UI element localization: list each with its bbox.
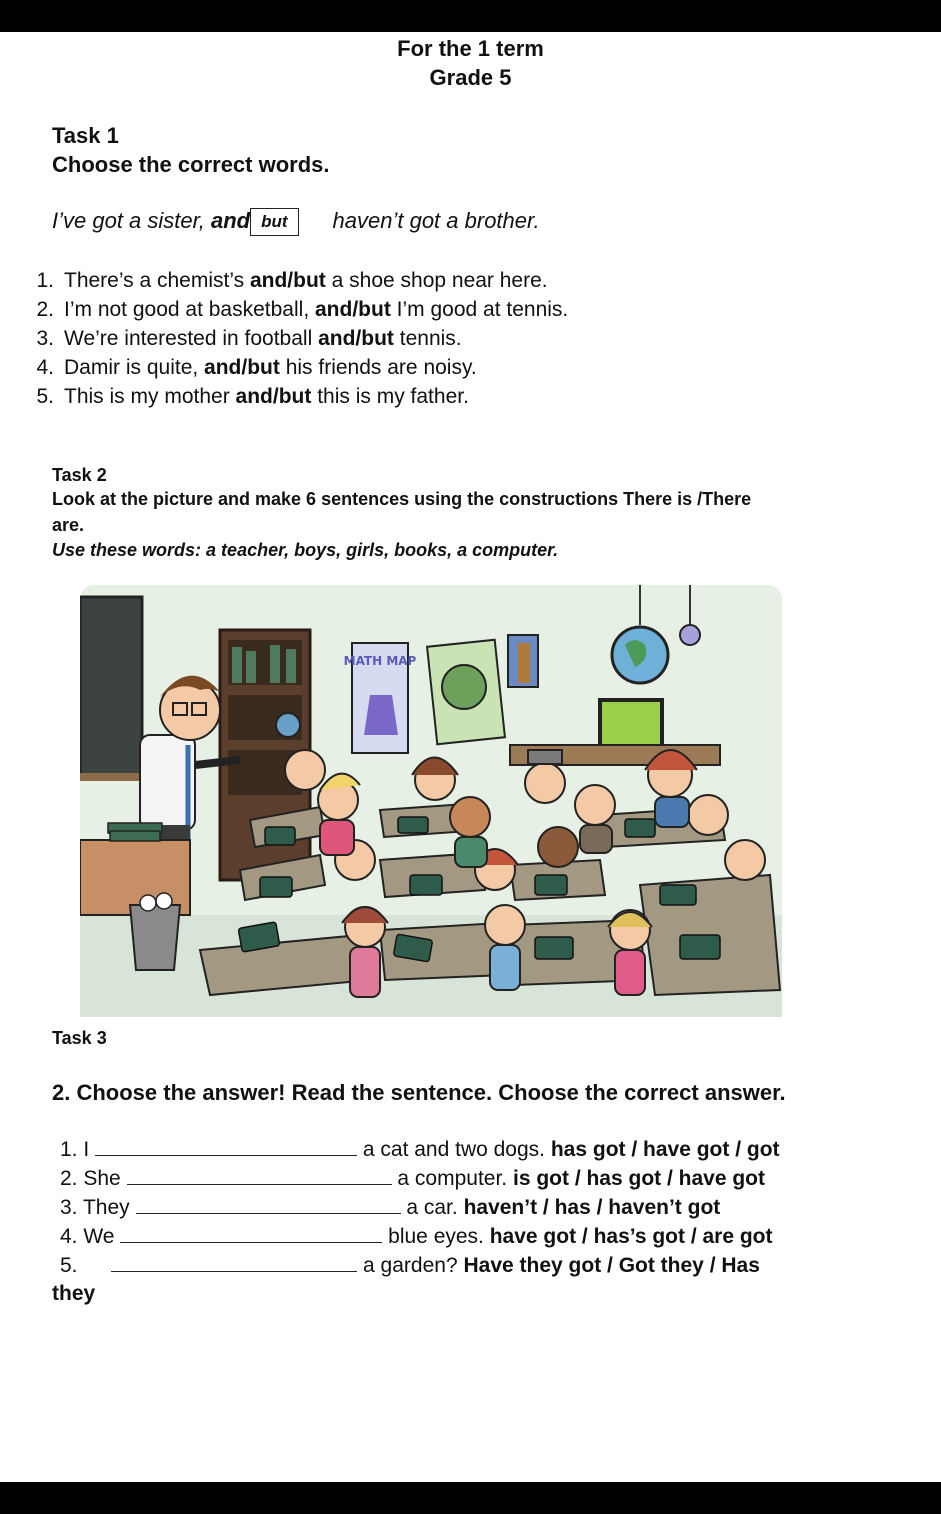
task1-title: Task 1 [52,123,119,148]
task2-title: Task 2 [52,465,107,485]
task3-item: 4. We blue eyes. have got / has’s got / are got [60,1225,773,1248]
task3-item: 3. They a car. haven’t / has / haven’t got [60,1196,721,1219]
answer-blank[interactable] [111,1253,357,1272]
answer-blank[interactable] [127,1166,392,1185]
task3-item: 5. a garden? Have they got / Got they / Has [60,1254,760,1277]
list-item: 3. We’re interested in football and/but tennis. [36,327,462,350]
list-item: 5. This is my mother and/but this is my father. [36,385,469,408]
task1-instruction: Choose the correct words. [52,152,330,177]
task1-example [52,208,540,236]
task2-instruction-line2: are. [52,515,85,535]
page-title: For the 1 term [397,36,544,61]
answer-blank[interactable] [95,1137,357,1156]
poster-text: MATH MAP [343,654,417,668]
task2-instruction-line1: Look at the picture and make 6 sentences using the constructions There is /There [52,489,752,509]
answer-blank[interactable] [120,1224,382,1243]
example-before: I’ve got a sister, [52,208,211,233]
task1-list [20,266,568,411]
task3-item5-wrap: they [52,1282,96,1305]
task2-word-list: Use these words: a teacher, boys, girls, books, a computer. [52,540,559,560]
task3-title: Task 3 [52,1028,107,1048]
list-item: 1. There’s a chemist’s and/but a shoe shop near here. [36,269,548,292]
task3-instruction: 2. Choose the answer! Read the sentence. Choose the correct answer. [52,1080,786,1105]
grade-label: Grade 5 [429,65,512,90]
bottom-black-bar [0,1482,941,1514]
answer-blank[interactable] [136,1195,401,1214]
example-choice: and [210,208,251,233]
example-answer-box: but [250,208,298,236]
task3-item: 2. She a computer. is got / has got / have got [60,1167,766,1190]
task3-item: 1. I a cat and two dogs. has got / have got / got [60,1138,780,1161]
top-black-bar [0,0,941,32]
classroom-illustration [80,585,782,1017]
list-item: 4. Damir is quite, and/but his friends are noisy. [36,356,477,379]
example-after: haven’t got a brother. [332,208,540,233]
list-item: 2. I’m not good at basketball, and/but I’m good at tennis. [36,298,569,321]
